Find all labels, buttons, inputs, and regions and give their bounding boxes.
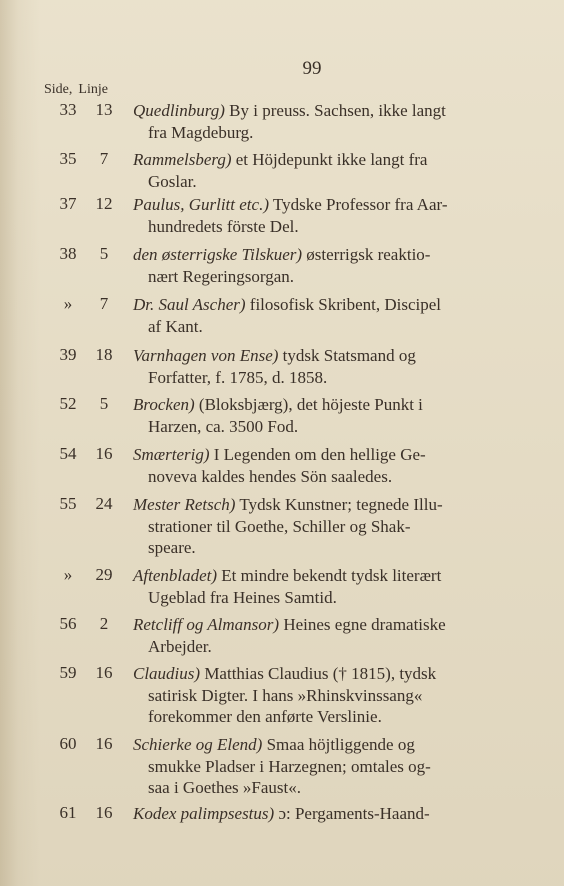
note-body: I Legenden om den hellige Ge- xyxy=(209,445,426,464)
note-continuation: strationer til Goethe, Schiller og Shak- xyxy=(148,516,411,536)
note-headword: Smærterig) xyxy=(133,445,210,464)
note-headword: Brocken) xyxy=(133,395,195,414)
line-number: 5 xyxy=(99,244,109,263)
note-headword: Retcliff og Almansor) xyxy=(133,615,280,634)
note-body: et Höjdepunkt ikke langt fra xyxy=(231,150,428,169)
note-body: tydsk Statsmand og xyxy=(278,346,416,365)
note-continuation: Arbejder. xyxy=(148,636,212,656)
line-number: 16 xyxy=(95,803,113,822)
note-continuation: fra Magdeburg. xyxy=(148,122,254,142)
note-headword: Kodex palimpsestus) xyxy=(133,804,275,823)
note-headword: Dr. Saul Ascher) xyxy=(133,295,246,314)
note-text xyxy=(133,149,493,192)
side-number: 54 xyxy=(59,444,77,463)
side-number: 52 xyxy=(59,394,77,413)
note-continuation: Goslar. xyxy=(148,171,197,191)
note-text xyxy=(133,394,493,437)
note-text xyxy=(133,494,493,559)
side-number: 39 xyxy=(59,345,77,364)
side-number: 59 xyxy=(59,663,77,682)
line-number: 16 xyxy=(95,663,113,682)
line-number: 5 xyxy=(99,394,109,413)
note-continuation: Harzen, ca. 3500 Fod. xyxy=(148,416,299,436)
note-headword: Mester Retsch) xyxy=(133,495,236,514)
linje-header: Linje xyxy=(78,82,108,97)
side-number: » xyxy=(63,565,73,584)
note-text xyxy=(133,565,493,608)
note-headword: Claudius) xyxy=(133,664,201,683)
note-continuation: hundredets förste Del. xyxy=(148,216,299,236)
note-text xyxy=(133,100,493,143)
note-body: Tydske Professor fra Aar- xyxy=(268,195,448,214)
note-text xyxy=(133,663,493,728)
note-continuation: satirisk Digter. I hans »Rhinskvinssang« xyxy=(148,685,423,705)
side-number: » xyxy=(63,294,73,313)
line-number: 16 xyxy=(95,734,113,753)
column-header xyxy=(44,82,114,98)
note-text xyxy=(133,444,493,487)
note-continuation: speare. xyxy=(148,538,196,557)
note-continuation: saa i Goethes »Faust«. xyxy=(148,778,301,797)
line-number: 2 xyxy=(99,614,109,633)
note-headword: Rammelsberg) xyxy=(133,150,232,169)
line-number: 24 xyxy=(95,494,113,513)
note-continuation: af Kant. xyxy=(148,316,203,336)
note-headword: Paulus, Gurlitt etc.) xyxy=(133,195,269,214)
note-text xyxy=(133,345,493,388)
side-number: 33 xyxy=(59,100,77,119)
note-text xyxy=(133,294,493,337)
note-headword: Schierke og Elend) xyxy=(133,735,263,754)
line-number: 16 xyxy=(95,444,113,463)
side-number: 56 xyxy=(59,614,77,633)
note-continuation: smukke Pladser i Harzegnen; omtales og- xyxy=(148,756,431,776)
note-headword: Varnhagen von Ense) xyxy=(133,346,279,365)
note-continuation: nært Regeringsorgan. xyxy=(148,266,295,286)
note-continuation: forekommer den anførte Verslinie. xyxy=(148,707,382,726)
note-headword: Aftenbladet) xyxy=(133,566,218,585)
note-headword: Quedlinburg) xyxy=(133,101,225,120)
note-text xyxy=(133,244,493,287)
side-number: 60 xyxy=(59,734,77,753)
note-continuation: noveva kaldes hendes Sön saaledes. xyxy=(148,466,393,486)
note-text xyxy=(133,614,493,657)
note-body: filosofisk Skribent, Discipel xyxy=(245,295,442,314)
side-number: 55 xyxy=(59,494,77,513)
side-header: Side, xyxy=(44,82,73,97)
side-number: 37 xyxy=(59,194,77,213)
line-number: 12 xyxy=(95,194,113,213)
note-body: (Bloksbjærg), det höjeste Punkt i xyxy=(194,395,423,414)
note-body: ɔ: Pergaments-Haand- xyxy=(274,804,430,823)
note-body: østerrigsk reaktio- xyxy=(302,245,431,264)
side-number: 35 xyxy=(59,149,77,168)
note-body: Et mindre bekendt tydsk literært xyxy=(217,566,442,585)
side-number: 38 xyxy=(59,244,77,263)
side-number: 61 xyxy=(59,803,77,822)
note-text xyxy=(133,803,493,825)
line-number: 29 xyxy=(95,565,113,584)
note-body: Tydsk Kunstner; tegnede Illu- xyxy=(235,495,443,514)
note-body: Heines egne dramatiske xyxy=(279,615,446,634)
note-body: Smaa höjtliggende og xyxy=(262,735,415,754)
page-number: 99 xyxy=(302,58,322,79)
note-text xyxy=(133,194,493,237)
note-continuation: Ugeblad fra Heines Samtid. xyxy=(148,587,337,607)
note-text xyxy=(133,734,493,799)
note-headword: den østerrigske Tilskuer) xyxy=(133,245,303,264)
note-body: Matthias Claudius († 1815), tydsk xyxy=(200,664,437,683)
line-number: 18 xyxy=(95,345,113,364)
note-continuation: Forfatter, f. 1785, d. 1858. xyxy=(148,367,328,387)
line-number: 13 xyxy=(95,100,113,119)
line-number: 7 xyxy=(99,294,109,313)
note-body: By i preuss. Sachsen, ikke langt xyxy=(224,101,446,120)
line-number: 7 xyxy=(99,149,109,168)
